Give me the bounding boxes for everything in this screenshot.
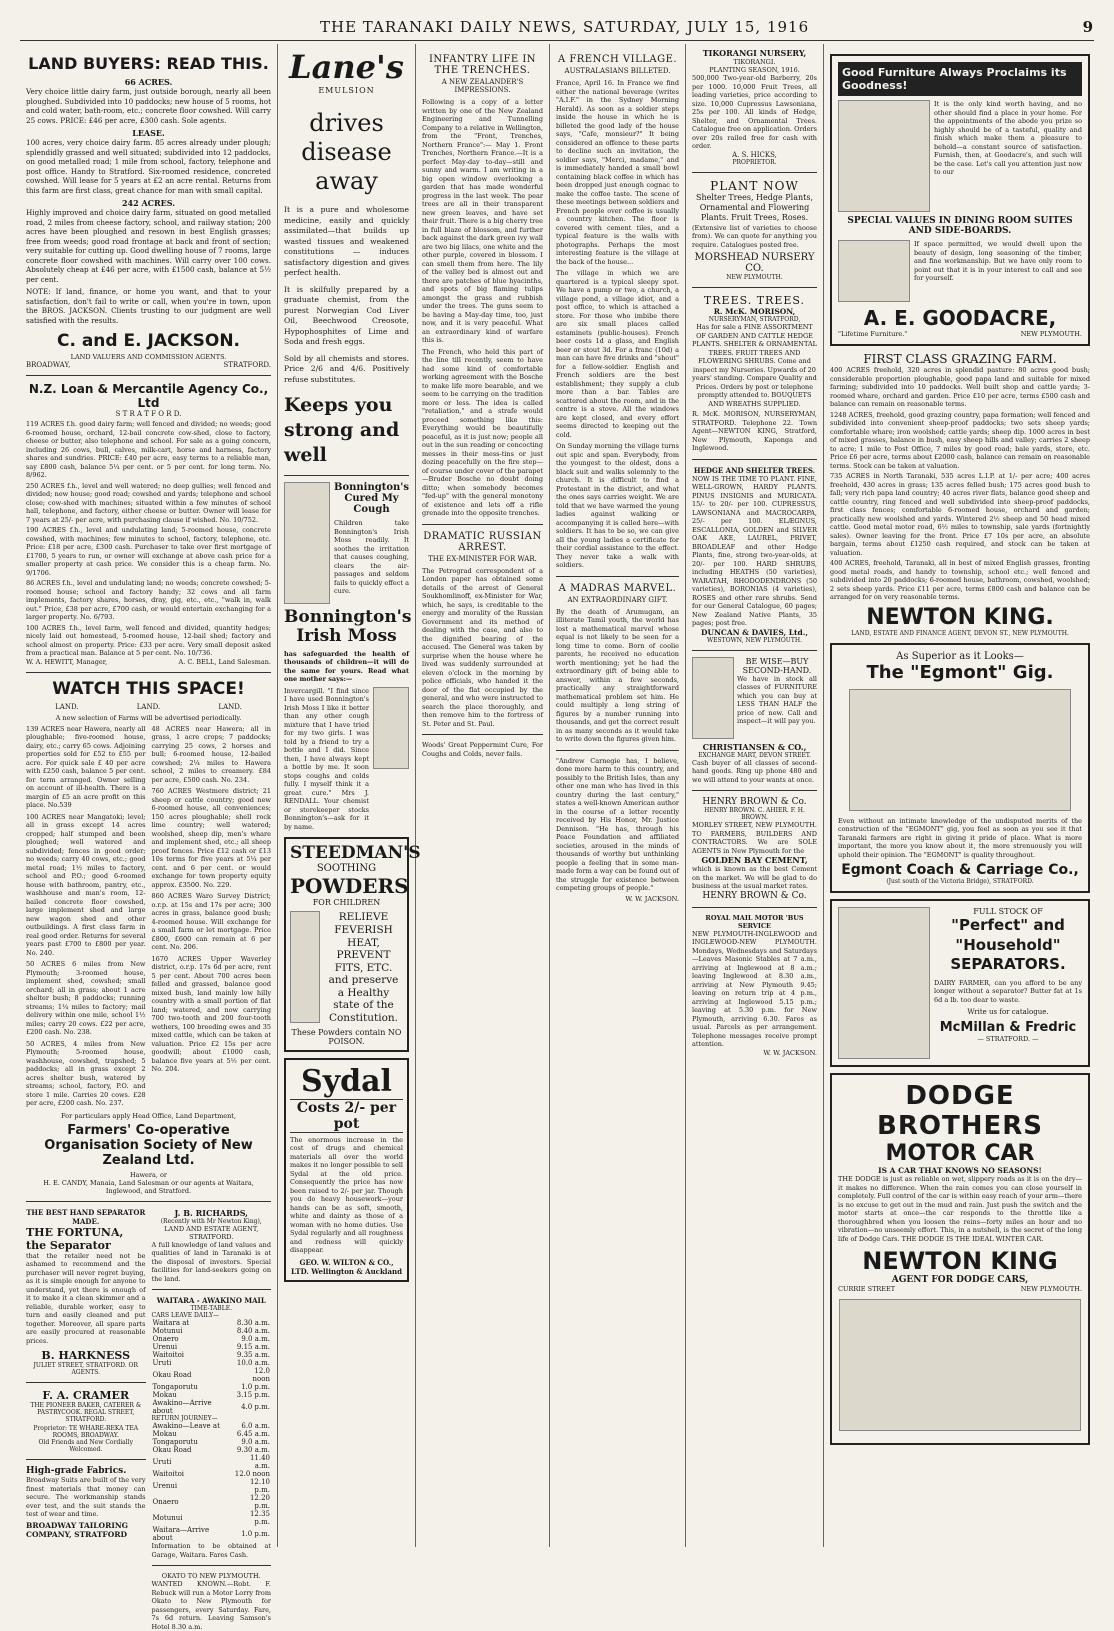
timetable-row [152, 1526, 272, 1542]
timetable-stop: Motunui [152, 1510, 232, 1526]
ad-1670: 1670 ACRES Upper Waverley district, o.r.p. 17s 6d per acre, rent 5 per cent. About 700 acres been felled and grassed, balance good mixed bush, land mainly low hilly country with a small portion of flat land; watered, and now carrying 700 two-tooth and 200 four-tooth wethers, 100 breeding ewes and 35 mixed cattle, which can be taken at valuation. Price £2 15s per acre goodwill; about £1000 cash, balance five years at 5½ per cent. No. 204. [152, 955, 272, 1074]
acres242-heading: 242 ACRES. [26, 198, 271, 208]
manager-name: W. A. HEWITT, Manager, [26, 658, 107, 666]
cash-buyer-text: Cash buyer of all classes of second-hand goods. Ring up phone 480 and we will attend to your wants at once. [692, 759, 817, 785]
land-label-3: LAND. [218, 703, 241, 711]
timetable-row [152, 1470, 272, 1478]
egmont-gig-title: The "Egmont" Gig. [838, 662, 1082, 683]
mcmillan-name: McMillan & Fredric [934, 1020, 1082, 1035]
golden-bay-text: which is known as the best Cement on the market. We will be glad to do business at the usual market rates. [692, 865, 817, 891]
timetable-out [152, 1319, 272, 1415]
carnegie-text: "Andrew Carnegie has, I believe, done more harm to this country, and possibly to the British Isles, than any other one man who has lived in this country during the last century," states a well-known American author in the course of a letter recently received by His Honor, Mr. Justice Dennison. "He has, through his Peace Foundation and affiliated societies, aroused in the minds of thousands of worthy but unthinking people a feeling that in some man-made form a way can be found out of the struggle for existence between competing groups of people." [556, 757, 679, 893]
timetable-time: 11.40 a.m. [232, 1454, 271, 1470]
separator-illustration [838, 907, 930, 1059]
timetable-return [152, 1422, 272, 1542]
bottom-grid [26, 1208, 271, 1631]
sydal-costs: Costs 2/- per pot [290, 1099, 403, 1133]
timetable-time: 10.0 a.m. [234, 1359, 271, 1367]
infantry-subtitle: A NEW ZEALANDER'S IMPRESSIONS. [422, 78, 543, 94]
farmers-sub: Hawera, or [26, 1171, 271, 1179]
masthead-title: THE TARANAKI DAILY NEWS, SATURDAY, JULY 15, 1916 [320, 18, 809, 36]
further-text: For particulars apply Head Office, Land Department, [26, 1112, 271, 1120]
timetable-stop: Waitoitoi [152, 1351, 235, 1359]
egmont-address: (Just south of the Victoria Bridge), STRATFORD. [838, 878, 1082, 885]
tikorangi-place: TIKORANGI. [692, 58, 817, 66]
listing-119: 119 ACRES f.h. good dairy farm; well fenced and divided; no weeds; good 6-roomed house, orchard, 12-bail concrete cow-shed, close to factory, cheese or butter, also telephone and school. For sale as a going concern, including 26 cows, bull, calves, milk-cart, horse and harness, factory shares and sundries. PRICE: £40 per acre, easy terms to a reliable man, say £800 cash, balance 5¼ per cent. or 5 per cent. for long term. No. 8/962. [26, 420, 271, 480]
timetable-stop: Uruti [152, 1359, 235, 1367]
timetable-row [152, 1343, 272, 1351]
richards-text: A full knowledge of land values and qualities of land in Taranaki is at the disposal of investors. Special facilities for land-seekers going on the land. [152, 1241, 272, 1284]
for-children-label: FOR CHILDREN [290, 898, 403, 907]
timetable-stop: Tongaporutu [152, 1438, 232, 1446]
planting-season: PLANTING SEASON, 1916. [692, 66, 817, 74]
ad-100b: 100 ACRES near Mangatoki; level; all in grass except 14 acres cropped; half stumped and been ploughed; well watered and subdivided; fences in good order; no weeds; carry 40 cows, etc.; good metal road; 1½ miles to factory, school and P.O.; good 6-roomed house with bathroom, pantry, etc., washhouse and man's room, 12-bailed concrete floor cowshed, large implement shed and large new wagon shed and other outbuildings. A first class farm in real good order. Returns for several years past £700 to £800 per year. No. 240. [26, 813, 146, 958]
write-label: Write us for catalogue. [934, 1008, 1082, 1016]
leave-daily: CARS LEAVE DAILY— [152, 1312, 272, 1319]
page-header [20, 18, 1094, 41]
sydal-agent: GEO. W. WILTON & CO., LTD. Wellington & Auckland [290, 1258, 403, 1276]
timetable-time: 6.45 a.m. [232, 1430, 271, 1438]
acres66-heading: 66 ACRES. [26, 77, 271, 87]
full-stock: FULL STOCK OF [934, 907, 1082, 916]
furniture-title: Good Furniture Always Proclaims its Goodness! [838, 62, 1082, 96]
jackson-title: C. and E. JACKSON. [26, 331, 271, 351]
timetable-time: 12.35 p.m. [232, 1510, 271, 1526]
nz-loan-signature [26, 658, 271, 666]
gig-text: Even without an intimate knowledge of the undisputed merits of the construction of the "EGMONT" gig, you feel as soon as you see it that Taranaki farmers are right in giving it pride of place. What is more important, the more you know about it, the more strenuously you will uphold their opinion. The "EGMONT" is quality throughout. [838, 817, 1082, 860]
ad-139: 139 ACRES near Hawera, nearly all ploughable; five-roomed house, dairy, etc.; carry 65 cows. Adjoining properties sold for £52 to £55 per acre. For quick sale £ 40 per acre with £250 cash, balance 5 per cent. for term arranged. Owner selling on account of ill-health. There is a margin of £5 an acre profit on this place. No.539 [26, 725, 146, 810]
timetable-stop: Mokau [152, 1391, 235, 1399]
plant-now: PLANT NOW [692, 179, 817, 193]
timetable-stop: Mokau [152, 1430, 232, 1438]
timetable-time: 9.30 a.m. [232, 1446, 271, 1454]
morshead-place: NEW PLYMOUTH. [692, 274, 817, 281]
safeguarded-text: has safeguarded the health of thousands of children—it will do the same for yours. Read what one mother says:— [284, 650, 409, 684]
powders-label: POWDERS [290, 874, 403, 898]
timetable-row [152, 1454, 272, 1470]
dodge-ad [830, 1073, 1090, 1445]
separator-ad [830, 899, 1090, 1067]
stratford-label: STRATFORD. [223, 361, 271, 369]
royal-mail-text: NEW PLYMOUTH-INGLEWOOD and INGLEWOOD-NEW PLYMOUTH. Mondays, Wednesdays and Saturdays —Leaves Masonic Stables at 7 a.m., arriving at Inglewood at 8 a.m.; leaving Inglewood at 8.30 a.m., arriving at New Plymouth 9.45; leaving on return trip at 4 p.m., arriving at Inglewood 5.15 p.m.; leaving at 5.30 p.m. for New Plymouth, arriving 6.30. Fares as usual. Parcels as per arrangement. Telephone messages receive prompt attention. [692, 930, 817, 1049]
richards-name: J. B. RICHARDS, [152, 1208, 272, 1218]
acres66-text: Very choice little dairy farm, just outside borough, nearly all been ploughed. Subdivided into 10 paddocks; new house of 5 rooms, hot and cold water, bath-room, etc.; concrete floor cowshed. Will carry 25 cows. PRICE: £46 per acre, £300 cash. Sole agents. [26, 87, 271, 125]
timetable-time: 9.15 a.m. [234, 1343, 271, 1351]
timetable-row [152, 1367, 272, 1383]
wanted-text: WANTED KNOWN.—Robt. F. Rebuck will run a Motor Lorry from Okato to New Plymouth for passengers, every Saturday. Fare, 7s 6d return. Leaving Samson's Hotel 8.30 a.m. [152, 1580, 272, 1631]
farms-grid [26, 725, 271, 1108]
timetable-row [152, 1438, 272, 1446]
waitara-title: WAITARA - AWAKINO MAIL [152, 1296, 272, 1305]
madras-title: A MADRAS MARVEL. [556, 583, 679, 594]
timetable-time: 4.0 p.m. [234, 1399, 271, 1415]
separator-title: THE BEST HAND SEPARATOR MADE. [26, 1208, 146, 1226]
column-5 [686, 44, 824, 1547]
listing-250: 250 ACRES f.h., level and well watered; no deep gullies; well fenced and divided; new house; good road; cowshed and yards; telephone and school close; cow-shed with machines; situated within a few minutes of school hall, telephone, and factory, either cheese or butter. Owner will lease for 7 years at 25/- per acre, with purchasing clause if wished. No. 10/752. [26, 482, 271, 525]
timetable-stop: Waitara—Arrive about [152, 1526, 232, 1542]
farmers-agent: H. E. CANDY, Manaia, Land Salesman or our agents at Waitara, Inglewood, and Stratford. [26, 1179, 271, 1195]
land-label-2: LAND. [137, 703, 160, 711]
land-row [26, 703, 271, 711]
morshead-title: MORSHEAD NURSERY CO. [692, 252, 817, 274]
cramer-text: THE PIONEER BAKER, CATERER & PASTRYCOOK. REGAL STREET, STRATFORD. [26, 1402, 146, 1423]
gig-illustration [849, 689, 1071, 811]
timetable-stop: Uruti [152, 1454, 232, 1470]
listing-100: 100 ACRES f.h., level farm, well fenced and divided, quantity hedges; nicely laid out homestead, 5-roomed house, 12-bail shed; factory and school almost on property. Price: £33 per acre. Very small deposit asked from a practical man. Balance at 5 per cent. No. 10/736. [26, 624, 271, 658]
timetable-stop: Urenui [152, 1343, 235, 1351]
ad-50: 50 ACRES 6 miles from New Plymouth; 3-roomed house, implement shed, cowshed; small orchard; all in grass; about 1 acre shelter bush; 8 paddocks; running streams; 1¼ miles to factory; mail delivery within one mile, school 1½ miles; carry 20 cows. £22 per acre, £200 cash. No. 238. [26, 960, 146, 1037]
grazing-1248: 1248 ACRES, freehold, good grazing country, papa formation; well fenced and subdivided into convenient sheep-proof paddocks; two sets sheep yards; comfortable whare; iron woolshed; cattle yards; sheep dip. 1000 acres in best of mixed grasses, balance in bush, easy sheep hills and valley; carries 2 sheep to acre; 1 mile to Post Office, 7 miles by good road; bale yards, store, etc. Price £6 per acre, terms about £2000 cash, balance can remain on reasonable terms. Stock can be taken at valuation. [830, 411, 1090, 471]
currie-place: NEW PLYMOUTH. [1021, 1285, 1082, 1293]
richards-sub: (Recently with Mr Newton King), [152, 1218, 272, 1225]
selection-text: A new selection of Farms will be advertised periodically. [26, 714, 271, 722]
ad-760: 760 ACRES Westmere district; 21 sheep or cattle country; good new 6-roomed house, all conveniences; 150 acres ploughable; shell rock lime country; well watered; woolshed, sheep dip, men's whare and implement shed, etc.; all sheep proof fences. Price £12 cash or £13 10s terms for five years at 5¼ per cent. and 6 per cent. or would exchange for town property equity approx. £3500. No. 229. [152, 787, 272, 889]
nurse-illustration [290, 911, 320, 1023]
agent-dodge: AGENT FOR DODGE CARS, [838, 1275, 1082, 1285]
timetable-row [152, 1446, 272, 1454]
children-take: Children take Bonnington's Irish Moss readily. It soothes the irritation that causes coughing, clears the air-passages and seldom fails to quickly effect a cure. [334, 519, 409, 596]
salesman-name: A. C. BELL, Land Salesman. [179, 658, 271, 666]
special-text: If space permitted, we would dwell upon the beauty of design, long seasoning of the timber, and fine workmanship. But we have only room to point out that it is in your interest to call and see for yourself. [914, 240, 1082, 302]
jackson-sub: LAND VALUERS AND COMMISSION AGENTS. [26, 353, 271, 361]
timetable-time: 8.30 a.m. [234, 1319, 271, 1327]
bonnington-cured: Bonnington's Cured My Cough [334, 482, 409, 515]
broadway-label: BROADWAY, [26, 361, 70, 369]
timetable-time: 12.10 p.m. [232, 1478, 271, 1494]
currie-street: CURRIE STREET [838, 1285, 895, 1293]
timetable-row [152, 1327, 272, 1335]
furniture-text: It is the only kind worth having, and no other should find a place in your home. For the appointments of the abode you prize so highly should be of a tasteful, quality and finish which make them a pleasure to behold—a constant source of satisfaction. Furnish, then, at Goodacre's, and such will be the case. Let's call you attention just now to our [934, 100, 1082, 212]
dodge-tagline: IS A CAR THAT KNOWS NO SEASONS! [838, 1166, 1082, 1175]
timetable-stop: Waitoitoi [152, 1470, 232, 1478]
timetable-stop: Waitara at [152, 1319, 235, 1327]
special-values: SPECIAL VALUES IN DINING ROOM SUITES AND SIDE-BOARDS. [838, 216, 1082, 236]
timetable-label: TIME-TABLE. [152, 1305, 272, 1312]
richards-city: STRATFORD. [152, 1233, 272, 1241]
note-text: NOTE: If land, finance, or home you want, and that to your satisfaction, don't fail to write or call, when you're in town, upon the BROS. JACKSON. Clients trusting to our judgment are well satisfied with the results. [26, 287, 271, 325]
drives-heading: drives disease away [284, 109, 409, 195]
timetable-time: 12.20 p.m. [232, 1494, 271, 1510]
egmont-coach-name: Egmont Coach & Carriage Co., [838, 862, 1082, 878]
mcmillan-place: — STRATFORD. — [934, 1035, 1082, 1043]
timetable-time: 9.0 a.m. [234, 1335, 271, 1343]
column-6 [824, 44, 1096, 1547]
french-village-subtitle: AUSTRALASIANS BILLETED. [556, 67, 679, 75]
be-wise-ad [692, 657, 817, 739]
timetable-row [152, 1422, 272, 1430]
timetable-row [152, 1335, 272, 1343]
hedge-text: NOW IS THE TIME TO PLANT. FINE, WELL-GROWN, HARDY PLANTS. PINUS INSIGNIS and MURICATA. 15/- to 20/- per 100. CUPRESSUS, LAWSONIANA and MACROCARPA, 25/- per 100. ELÆGNUS, ESCALLONIA, GOLDEN and SILVER OAK AKE, LAUREL, PRIVET, BROADLEAF and other Hedge Plants, fine, strong two-year-olds, at 20/- per 100. HARD SHRUBS, including HEATHS (50 varieties), WARATAH, RHODODENDRONS (50 varieties), BORONIAS (4 varieties), ROSES and other rare shrubs. Send for our General Catalogue, 60 pages; New Zealand Native Plants, 35 pages; post free. [692, 475, 817, 628]
timetable-time: 9.35 a.m. [234, 1351, 271, 1359]
richards-agent: LAND AND ESTATE AGENT, [152, 1225, 272, 1233]
furniture-illustration [838, 100, 930, 212]
sideboard-illustration [838, 240, 910, 302]
ad-860: 860 ACRES Waro Survey District; o.r.p. at 15s and 17s per acre; 300 acres in grass, balance good bush; 4-roomed house. Will exchange for a small farm or let mortgage. Price £800, £600 can remain at 6 per cent. No. 206. [152, 892, 272, 952]
timetable-stop: Urenui [152, 1478, 232, 1494]
peppermint-footer: Woods' Great Peppermint Cure, For Coughs and Colds, never fails. [422, 741, 543, 758]
steedman-ad [284, 837, 409, 1051]
harkness-name: B. HARKNESS [26, 1349, 146, 1362]
okato-title: OKATO TO NEW PLYMOUTH. [152, 1572, 272, 1580]
land-buyers-heading: LAND BUYERS: READ THIS. [26, 54, 271, 73]
french-text-1: France, April 16. In France we find either the national beverage (writes "A.I.F." in the Sydney Morning Herald). As soon as a soldier steps inside the house in which he is billeted the good lady of the house says, "Cafe, monsieur?" It being considered an offence to these parts to decline such an invitation, the soldier says, "Merci, madame," and is immediately handed a small bowl containing black coffee in which has been dropped just enough cognac to make the coffee taste. The scene of these meetings between soldiers and French people over coffee is usually a country kitchen. The floor is covered with cement tiles, and a typical feature is the walls with photographs. Perhaps the most interesting feature is the village at the back of the house... [556, 79, 679, 266]
wise-text: We have in stock all classes of FURNITURE which you can buy at LESS THAN HALF the price of new. Call and inspect—it will pay you. [737, 675, 817, 726]
hicks-proprietor: PROPRIETOR. [692, 159, 817, 166]
timetable-time: 3.15 p.m. [234, 1391, 271, 1399]
ad-48: 48 ACRES near Hawera; all in grass, 1 acre crops; 7 paddocks; carrying 25 cows, 2 horses and bull; 6-roomed house, 12-bailed cowshed; 2¼ miles to Hawera school, 2 miles to creamery. £84 per acre, £500 cash. No. 234. [152, 725, 272, 785]
hicks-name: A. S. HICKS, [692, 151, 817, 159]
morison-text: Has for sale a FINE ASSORTMENT OF GARDEN AND CATTLE HEDGE PLANTS. SHELTER & ORNAMENTAL TREES. FRUIT TREES AND FLOWERING SHRUBS. Come and inspect my Nurseries. Upwards of 20 years' standing. Compare Quality and Prices. Orders by post or telephone promptly attended to. BOUQUETS AND WREATHS SUPPLIED. [692, 323, 817, 408]
grazing-400: 400 ACRES freehold, 320 acres in splendid pasture: 80 acres good bush; considerable proportion ploughable, good papa land and suitable for mixed farming; subdivided into 10 paddocks. Well built shop and cattle yards; 3-roomed whare, orchard and garden. Price £10 per acre, terms £500 cash and balance can remain on reasonable terms. [830, 366, 1090, 409]
no-poison: These Powders contain NO POISON. [290, 1028, 403, 1046]
fortuna-text: that the retailer need not be ashamed to recommend and the purchaser will never regret buying, as it is simple enough for anyone to understand, yet there is enough of it to make it a clean skimmer and a reliable, durable worker, easy to turn and easily cleaned and put together. Moreover, all spare parts are easily procured at reasonable prices. [26, 1252, 146, 1346]
timetable-stop: Awakino—Arrive about [152, 1399, 235, 1415]
henry-brown-title: HENRY BROWN & Co. [692, 797, 817, 807]
goodacre-place: NEW PLYMOUTH. [1021, 330, 1082, 338]
french-village-title: A FRENCH VILLAGE. [556, 54, 679, 65]
jackson-address [26, 361, 271, 369]
harkness-address: JULIET STREET, STRATFORD. OR AGENTS. [26, 1362, 146, 1376]
christiansen-name: CHRISTIANSEN & CO., [692, 742, 817, 752]
nz-loan-city: S T R A T F O R D. [26, 410, 271, 418]
timetable-row [152, 1319, 272, 1327]
morison-text-2: R. McK. MORISON, NURSERYMAN, STRATFORD. Telephone 22. Town Agent—NEWTON KING, Stratford, New Plymouth, Kaponga and Inglewood. [692, 410, 817, 453]
sydal-title: Sydal [290, 1064, 403, 1099]
goodacre-footer [838, 330, 1082, 338]
timetable-time: 12.0 noon [234, 1367, 271, 1383]
sydal-text: The enormous increase in the cost of drugs and chemical materials all over the world makes it no longer possible to sell Sydal at the old price. Consequently the price has now been raised to 2/- per jar. Though you do heavy housework—your hands can be as soft, smooth, white and dainty as those of a woman with no home duties. Use Sydal regularly and all roughness and redness will quickly disappear. [290, 1136, 403, 1255]
man-illustration [692, 657, 734, 739]
duncan-name: DUNCAN & DAVIES, Ltd., [692, 628, 817, 637]
lifetime-label: "Lifetime Furniture." [838, 330, 907, 338]
goodacre-name: A. E. GOODACRE, [838, 306, 1082, 330]
be-wise-title: BE WISE—BUY SECOND-HAND. [737, 657, 817, 675]
land-label-1: LAND. [55, 703, 78, 711]
french-text-2: The village in which we are quartered is a typical sleepy spot. We have a pump or two, a church, a village pond, a village idiot, and a post office, to which is attached a store. For those who imbibe there are six small places called estaminets (public-houses). French beer costs 1d a glass, and English beer or stout 3d. For a franc (10d) a man can have five drinks and "shout" for a fellow-soldier. English and French soldiers are the best establishment; they supply a club more than a bar. Tables are scattered about the room, and in the centre is a stove. All the windows are kept closed, and every effort seems directed to keeping out the cold. [556, 269, 679, 439]
french-text-3: On Sunday morning the village turns out spic and span. Everybody, from the youngest to the oldest, dons a black suit and walks solemnly to the church. It is difficult to find a Protestant in the district, and what the ones says carries weight. We are told that we have warmed the young ladies against walking or accompanying it is called here—with soldiers. It has to be so, we can give all the young ladies a certificate for their cordial assistance to the effect. They never take a walk with soldiers. [556, 442, 679, 570]
timetable-row [152, 1399, 272, 1415]
fabrics-title: High-grade Fabrics. [26, 1466, 146, 1476]
goodacre-ad [830, 54, 1090, 346]
sold-text: Sold by all chemists and stores. Price 2/6 and 4/6. Positively refuse substitutes. [284, 354, 409, 386]
cramer-name: F. A. CRAMER [26, 1389, 146, 1402]
royal-mail-title: ROYAL MAIL MOTOR 'BUS SERVICE [692, 914, 817, 930]
madras-subtitle: AN EXTRAORDINARY GIFT. [556, 596, 679, 604]
sydal-ad [284, 1058, 409, 1282]
timetable-row [152, 1510, 272, 1526]
timetable-time: 8.40 a.m. [234, 1327, 271, 1335]
royal-mail-signed: W. W. JACKSON. [692, 1049, 817, 1058]
timetable-time: 12.0 noon [232, 1470, 271, 1478]
timetable-row [152, 1383, 272, 1391]
timetable-row [152, 1430, 272, 1438]
currie-address [838, 1285, 1082, 1293]
farmers-title: Farmers' Co-operative Organisation Society of New Zealand Ltd. [26, 1123, 271, 1168]
egmont-gig-ad [830, 643, 1090, 894]
morley-text: MORLEY STREET, NEW PLYMOUTH. TO FARMERS, BUILDERS AND CONTRACTORS. We are SOLE AGENTS in New Plymouth for the [692, 821, 817, 855]
col4-signed: W. W. JACKSON. [556, 895, 679, 904]
timetable-stop: Tongaporutu [152, 1383, 235, 1391]
cramer-proprietor: Proprietor: TE WHARE-REKA TEA ROOMS, BROADWAY. [26, 1425, 146, 1439]
grazing-735: 735 ACRES in North Taranaki, 535 acres L.I.P. at 1/- per acre; 400 acres freehold, 430 acres in grass; 135 acres felled bush; 175 acres good bush to fall; very rich papa land country; 40 acres river flats, balance good sheep and cattle country, ring fenced and well subdivided into sheep-proof paddocks, first class fences; comfortable 6-roomed house, orchard and garden; practically new woolshed and yards. Wintered 2½ sheep and 50 head mixed cattle. Good metal motor road, 6½ miles to township, sale yards (fortnightly sales). Owner leaving for the front. Price £7 10s per acre, an absolute bargain, terms about £1250 cash required, and stock can be taken at valuation. [830, 472, 1090, 557]
timetable-row [152, 1391, 272, 1399]
nz-loan-title: N.Z. Loan & Mercantile Agency Co., Ltd [26, 382, 271, 410]
duncan-place: WESTOWN, NEW PLYMOUTH. [692, 637, 817, 644]
timetable-stop: Awakino—Leave at [152, 1422, 232, 1430]
timetable-stop: Onaero [152, 1494, 232, 1510]
dodge-text: THE DODGE is just as reliable on wet, slippery roads as it is on the dry—it makes no difference. When the rain comes you can close yourself in completely. Full control of the car is within easy reach of your arm—there is no excuse to get out in the mud and rain. Just push the switch and the motor starts at once—the car responds to the throttle like a thoroughbred when you loosen the reins—forty miles an hour and no vibration—no unseemly effort. This, in a nutshell, is the secret of the long life of Dodge Cars. THE DODGE IS THE IDEAL WINTER CAR. [838, 1175, 1082, 1243]
madras-text: By the death of Arumugam, an illiterate Tamil youth, the world has lost a mathematical marvel whose equal is not likely to be seen for a long time to come. Born of coolie parents, he received no education worth mentioning; yet he had the extraordinary gift of being able to answer, within a few seconds, practically any straightforward mathematical problem set him. He could multiply a long string of figures by a number running into thousands, and get the correct result in as many seconds as it would take to write down the figures given him. [556, 608, 679, 744]
timetable-row [152, 1494, 272, 1510]
morison-name: R. McK. MORISON, [692, 307, 817, 316]
ad-50b: 50 ACRES, 4 miles from New Plymouth; 5-roomed house, washhouse, cowshed, trapshed; 5 paddocks; all in grass except 2 acres shelter bush, watered by streams; school, factory, P.O. and store 1 mile. Carries 20 cows. £28 per acre, £200 cash. No. 237. [26, 1040, 146, 1108]
perfect-title: "Perfect" and "Household" SEPARATORS. [934, 916, 1082, 975]
timetable-time: 1.0 p.m. [232, 1526, 271, 1542]
page-number: 9 [1083, 18, 1094, 36]
infantry-text-2: The French, who held this part of the line till recently, seem to have had some kind of comfortable working agreement with the Bosche to make life more bearable, and we seem to be carrying on the tradition more or less. The idea is called "retaliation," and a strafe would proceed something like this: Everything would be beautifully peaceful, as it is just now; people all out in the sun reading or concocting messes in their mess-tins or just dozing peacefully on the fire step—of course under cover of the parapet—Bruder Bosche no doubt doing ditto; when somebody becomes "fed-up" with the general monotony of existence and lets off a rifle grenade into the opposite trenches. [422, 348, 543, 518]
soothing-label: SOOTHING [290, 863, 403, 874]
steedman-title: STEEDMAN'S [290, 843, 403, 863]
timetable-info: Information to be obtained at Garage, Waitara. Fares Cash. [152, 1542, 272, 1559]
listing-190: 190 ACRES f.h., level and undulating land; 5-roomed house, concrete cowshed, with machines; few minutes to school, factory, telephone, etc. Price: £18 per acre, £300 cash. Purchaser to take over first mortgage of £1700, 5 years to run, or owner will exchange at above cash price for a smaller property at cash price. We consider this is a cheap farm. No. 9/1706. [26, 526, 271, 577]
relieve-text: RELIEVE FEVERISH HEAT, PREVENT FITS, ETC. and preserve a Healthy state of the Constitution. [324, 911, 403, 1024]
superior-label: As Superior as it Looks— [838, 651, 1082, 662]
infantry-text-1: Following is a copy of a letter written by one of the New Zealand Engineering and Tunnelling Company to a relative in Wellington, from the "Front, Trenches, Northern France":— May 1. Front Trenches, Northern France.—It is a perfect May-day to-day—still and sunny and warm. I am writing in a big open window overlooking a garden that has made wonderful progress in the last week. The pear trees are all in their transparent new green leaves, and have set their fruit. There is a big cherry tree in full blaze of blossom, and further back against the dark green ivy wall are two big lilacs, one white and the other purple, covered in blossom. I can smell them from here. The lily of the valley bed is almost out and there are patches of blue hyacinths, and spots of big flaming tulips amongst the grass and rubbish under the trees. The guns seem to be having a May-day time, too, just now, and it is very peaceful. What an extraordinary kind of warfare this is. [422, 98, 543, 345]
timetable-stop: Onaero [152, 1335, 235, 1343]
henry-brown-sub: HENRY BROWN. C. AHIER. F. H. BROWN. [692, 807, 817, 821]
christiansen-address: EXCHANGE MART, DEVON STREET. [692, 752, 817, 759]
column-1 [20, 44, 278, 1547]
trees-title: TREES. TREES. [692, 294, 817, 307]
testimonial-text: Invercargill. "I find since I have used Bonnington's Irish Moss I like it better than any other cough mixture that I have tried for my two girls. I was told by a friend to try a bottle and I did. Since then, I have always kept a bottle by me. It soon stops coughs and colds fully. I myself think it a great cure." Mrs J. RENDALL. Your chemist or storekeeper stocks Bonnington's—ask for it by name. [284, 687, 369, 832]
bottle-illustration [373, 687, 409, 769]
timetable-time: 1.0 p.m. [234, 1383, 271, 1391]
broadway-tailoring: BROADWAY TAILORING COMPANY, STRATFORD [26, 1521, 146, 1539]
timetable-stop: Motunui [152, 1327, 235, 1335]
watch-heading: WATCH THIS SPACE! [26, 679, 271, 699]
newton-king-title: NEWTON KING. [830, 605, 1090, 630]
timetable-time: 6.0 a.m. [232, 1422, 271, 1430]
timetable-row [152, 1478, 272, 1494]
henry-brown-title-2: HENRY BROWN & Co. [692, 891, 817, 901]
lanes-logo: Lane's [284, 48, 409, 86]
timetable-time: 9.0 a.m. [232, 1438, 271, 1446]
tikorangi-list: 500,000 Two-year-old Barberry, 20s per 1000. 10,000 Fruit Trees, all leading varieties, price according to size. 10,000 Cupressus Lawsoniana, 25s per 100. All kinds of Hedge, Shelter, and Ornamental Trees. Catalogue free on application. Orders over 20s railed free for cash with order. [692, 74, 817, 151]
child-illustration [284, 482, 330, 604]
emulsion-label: EMULSION [284, 86, 409, 95]
listing-86: 86 ACRES f.h., level and undulating land; no weeds; concrete cowshed; 5-roomed house; school and factory handy; 32 cows and all farm implements, factory shares, horses, dray, gig, etc., etc., "walk in, walk out." Price, £38 per acre, £700 cash, or would entertain exchanging for a larger property. No. 6/793. [26, 579, 271, 622]
column-4 [550, 44, 686, 1547]
tikorangi-title: TIKORANGI NURSERY, [692, 48, 817, 58]
timetable-stop: Okau Road [152, 1367, 235, 1383]
skilful-text: It is skilfully prepared by a graduate chemist, from the purest Norwegian Cod Liver Oil, Beechwood Creosote, Hypophosphites of Lime and Soda and fresh eggs. [284, 285, 409, 348]
plant-note: (Extensive list of varieties to choose from). We can quote for anything you require. Catalogues posted free. [692, 224, 817, 250]
newton-king-big: NEWTON KING [838, 1247, 1082, 1275]
bonnington-irish: Bonnington's Irish Moss [284, 608, 409, 645]
return-journey: RETURN JOURNEY— [152, 1415, 272, 1422]
timetable-row [152, 1351, 272, 1359]
lease-text: 100 acres, very choice dairy farm. 85 acres already under plough; splendidly grassed and well situated; subdivided into 12 paddocks, on good metalled road; 1 mile from school, factory, telephone and post office. Handy to Stratford. Six-roomed residence, concreted cowshed. Will lease for 5 years at £2 an acre rental. Returns from this farm are first class, great chance for man with small capital. [26, 138, 271, 195]
timetable-row [152, 1359, 272, 1367]
lease-heading: LEASE. [26, 128, 271, 138]
cramer-welcome: Old Friends and New Cordially Welcomed. [26, 1439, 146, 1453]
dramatic-text: The Petrograd correspondent of a London paper has obtained some details of the arrest of General Soukhomlinoff, ex-Minister for War, which, he says, is creditable to the energy and morality of the Russian Government and its method of dealing with the case, and also to the dignified bearing of the accused. The General was taken by surprise when the house where he lived was suddenly surrounded at eleven o'clock in the morning by police officials, who handed it the door of the flat occupied by the general, and who were instructed to search the place thoroughly, and then remove him to the fortress of St. Peter and St. Paul. [422, 567, 543, 729]
golden-bay: GOLDEN BAY CEMENT, [692, 855, 817, 865]
newton-king-sub: LAND, ESTATE AND FINANCE AGENT, DEVON ST., NEW PLYMOUTH. [830, 630, 1090, 637]
column-3 [416, 44, 550, 1547]
column-2 [278, 44, 416, 1547]
morison-sub: NURSERYMAN, STRATFORD, [692, 316, 817, 323]
timetable-stop: Okau Road [152, 1446, 232, 1454]
grazing-400b: 400 ACRES, freehold, Taranaki, all in best of mixed English grasses, fronting good metal roads, and handy to township, school etc.; well fenced and subdivided into 20 paddocks; 6-roomed house, bathroom, cowshed, woolshed; 2 sets sheep yards. Price £11 per acre, terms £800 cash and balance can be arranged for on very reasonable terms. [830, 559, 1090, 602]
grazing-title: FIRST CLASS GRAZING FARM. [830, 352, 1090, 366]
fortuna-title: THE FORTUNA, the Separator [26, 1226, 146, 1252]
bonnington-top [284, 482, 409, 604]
dodge-title: DODGE BROTHERS [838, 1081, 1082, 1141]
infantry-title: INFANTRY LIFE IN THE TRENCHES. [422, 54, 543, 76]
dramatic-title: DRAMATIC RUSSIAN ARREST. [422, 531, 543, 553]
hedge-title: HEDGE AND SHELTER TREES. [692, 466, 817, 475]
fabrics-text: Broadway Suits are built of the very finest materials that money can secure. The workmanship stands ever test, and the suit stands the test of wear and time. [26, 1476, 146, 1519]
plant-list: Shelter Trees, Hedge Plants, Ornamental and Flowering Plants. Fruit Trees, Roses. [692, 193, 817, 224]
keeps-heading: Keeps you strong and well [284, 393, 409, 467]
acres242-text: Highly improved and choice dairy farm, situated on good metalled road, 2 miles from cheese factory, school, and railway station; 200 acres have been ploughed and resown in best English grasses; free from weeds; good road frontage at back and front of section; very suitable for cutting up. Good dwelling house of 7 rooms, large concrete floor cowshed with machines. Will carry over 100 cows. Absolutely cheap at £46 per acre, with £1500 cash, balance at 5½ per cent. [26, 208, 271, 284]
motor-car-title: MOTOR CAR [838, 1141, 1082, 1166]
car-illustration [839, 1299, 1081, 1431]
pure-text: It is a pure and wholesome medicine, easily and quickly assimilated—that builds up wasted tissues and weakened constitutions — induces satisfactory digestion and gives perfect health. [284, 205, 409, 279]
dairy-text: DAIRY FARMER, can you afford to be any longer without a separator? Butter fat at 1s 6d a lb. too dear to waste. [934, 979, 1082, 1005]
ex-minister-subtitle: THE EX-MINISTER FOR WAR. [422, 555, 543, 563]
